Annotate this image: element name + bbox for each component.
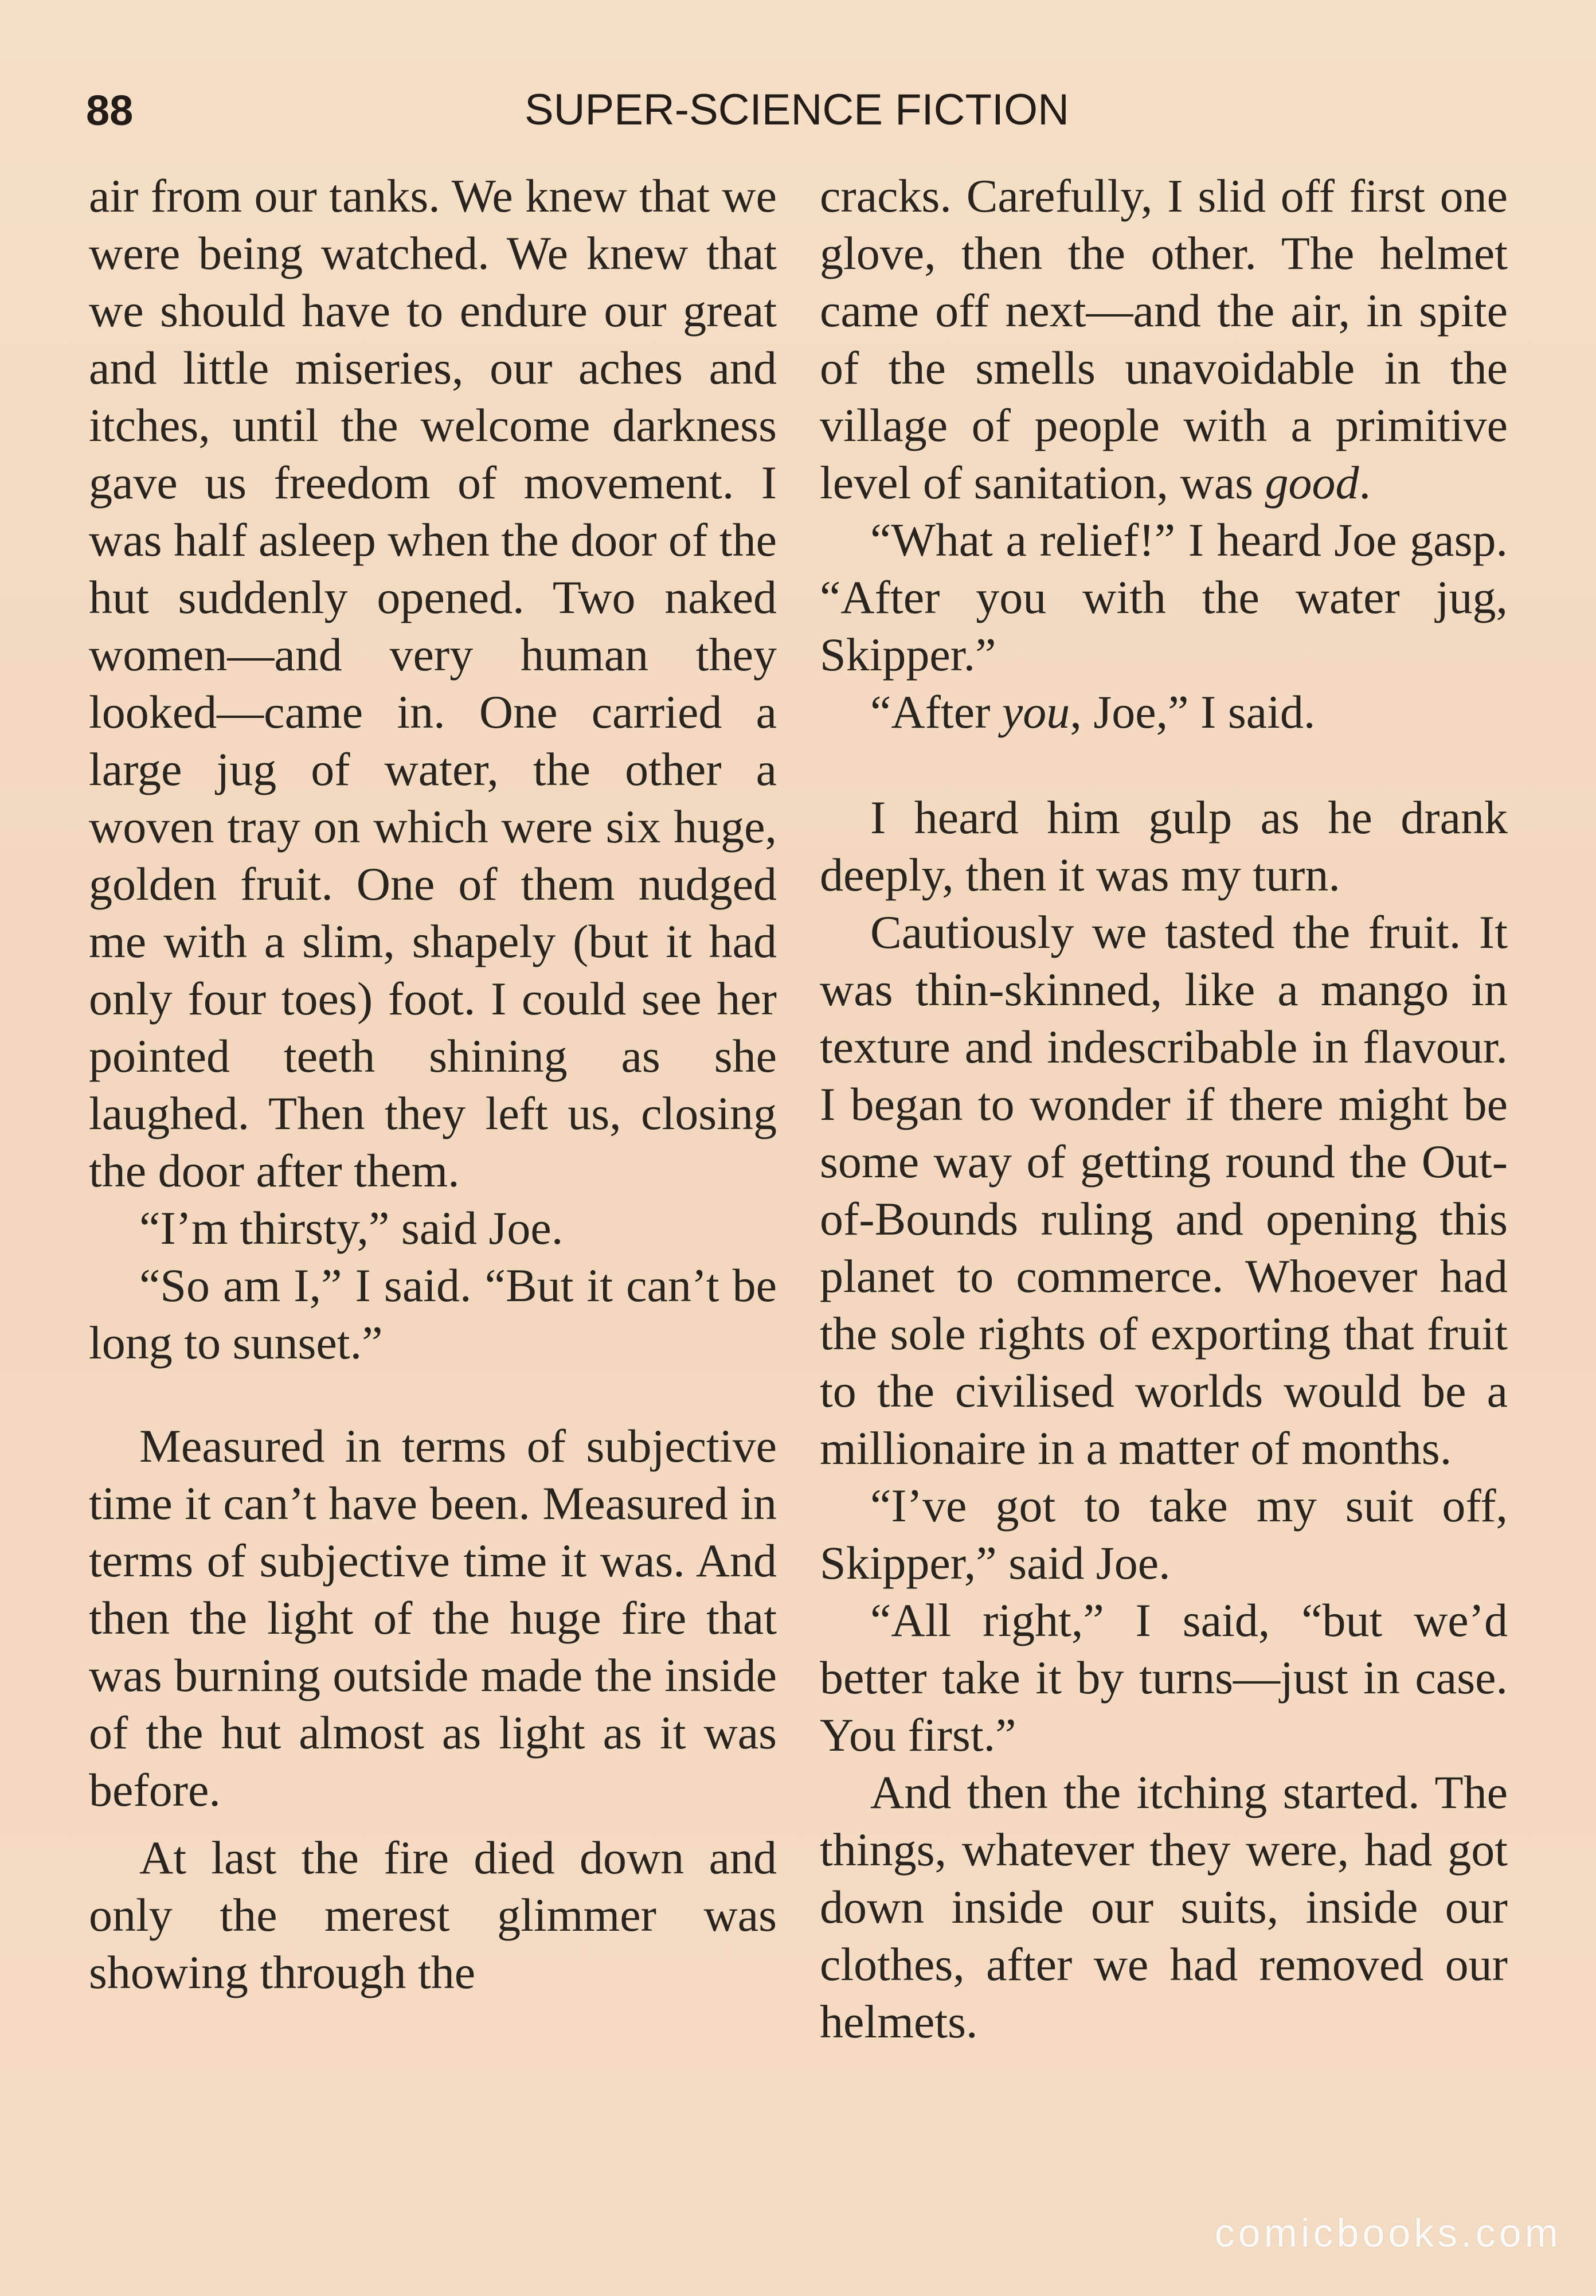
paragraph: “I’ve got to take my suit off, Skipper,” said Joe. <box>820 1479 1508 1589</box>
page-number: 88 <box>86 87 134 134</box>
paragraph-text: , Joe,” I said. <box>1070 686 1316 738</box>
paragraph <box>820 167 1508 511</box>
paragraph: “I’m thirsty,” said Joe. <box>139 1202 564 1254</box>
italic-emphasis: you <box>1002 686 1070 738</box>
paragraph <box>820 684 1508 741</box>
paragraph-text: “After <box>870 686 1002 738</box>
paragraph: And then the itching started. The things, whatever they were, had got down inside our suits, inside our clothes, after we had removed our helmets. <box>820 1766 1508 2048</box>
page-header <box>86 80 1508 143</box>
running-head: SUPER-SCIENCE FICTION <box>524 85 1070 134</box>
paragraph-text: cracks. Carefully, I slid off first one glove, then the other. The helmet came off next—and the air, in spite of the smells unavoidable in the village of people with a primitive level of sanitation, was <box>820 170 1508 509</box>
paragraph-text: . <box>1359 456 1371 509</box>
paragraph: air from our tanks. We knew that we were being watched. We knew that we should have to endure our great and little miseries, our aches and itches, until the welcome darkness gave us freedom of movement. I was half asleep when the door of the hut suddenly opened. Two naked women—and very human they looked—came in. One carried a large jug of water, the other a woven tray on which were six huge, golden fruit. One of them nudged me with a slim, shapely (but it had only four toes) foot. I could see her pointed teeth shining as she laughed. Then they left us, closing the door after them. <box>89 170 777 1197</box>
watermark: comicbooks.com <box>1214 2211 1562 2255</box>
italic-emphasis: good <box>1265 456 1359 509</box>
paragraph: At last the fire died down and only the merest glimmer was showing through the <box>89 1832 777 1998</box>
left-column <box>89 167 777 2001</box>
right-column <box>820 167 1508 2051</box>
paragraph: “All right,” I said, “but we’d better take it by turns—just in case. You first.” <box>820 1594 1508 1761</box>
paragraph: I heard him gulp as he drank deeply, then it was my turn. <box>820 791 1508 901</box>
paragraph: Cautiously we tasted the fruit. It was thin-skinned, like a mango in texture and indescribable in flavour. I began to wonder if there might be some way of getting round the Out-of-Bounds ruling and opening this planet to commerce. Whoever had the sole rights of exporting that fruit to the civilised worlds would be a millionaire in a matter of months. <box>820 906 1508 1474</box>
paragraph: Measured in terms of subjective time it can’t have been. Measured in terms of subjective time it was. And then the light of the huge fire that was burning outside made the inside of the hut almost as light as it was before. <box>89 1420 777 1816</box>
paragraph: “What a relief!” I heard Joe gasp. “After you with the water jug, Skipper.” <box>820 514 1508 681</box>
paragraph: “So am I,” I said. “But it can’t be long to sunset.” <box>89 1259 777 1369</box>
